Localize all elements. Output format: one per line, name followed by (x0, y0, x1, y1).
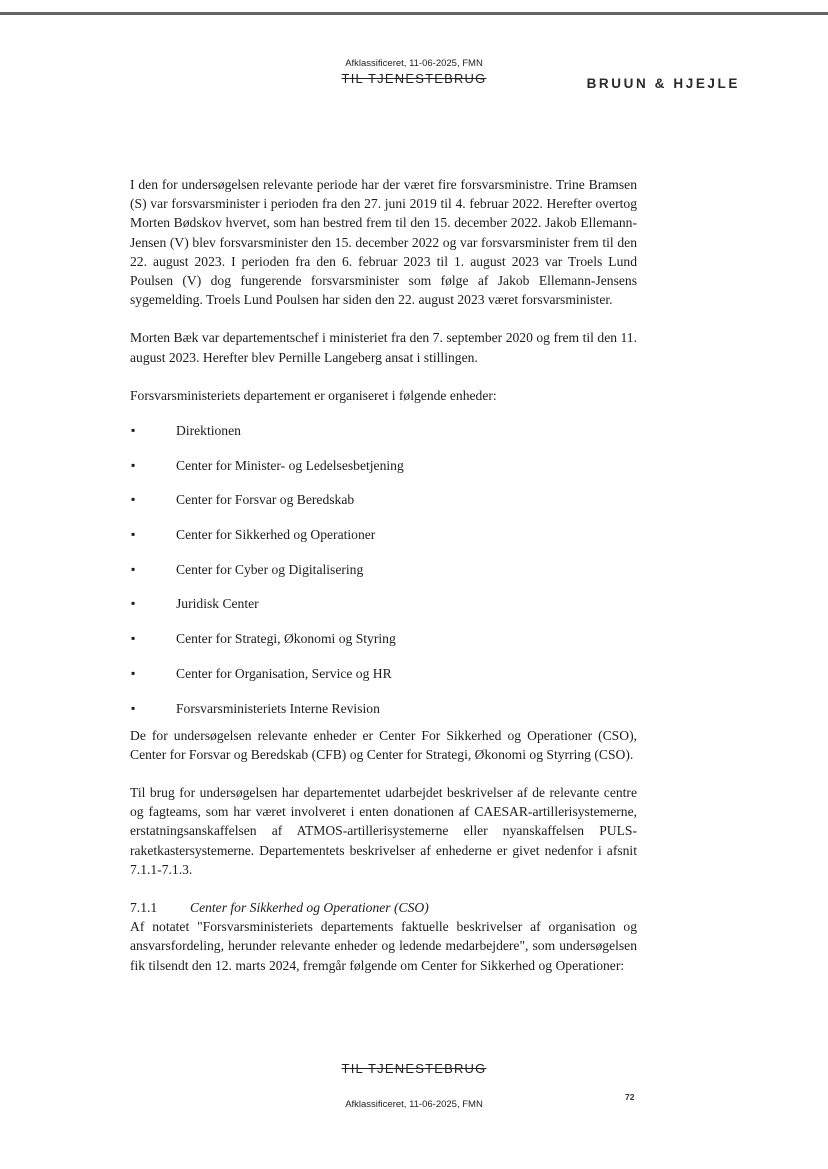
classification-header: TIL TJENESTEBRUG (341, 71, 487, 86)
list-item: ▪ Center for Cyber og Digitalisering (131, 561, 364, 577)
list-item: ▪ Center for Strategi, Økonomi og Styring (131, 631, 396, 647)
declassified-stamp-top: Afklassificeret, 11-06-2025, FMN (345, 58, 483, 69)
bullet-icon: ▪ (131, 492, 136, 507)
list-item: ▪ Juridisk Center (131, 596, 259, 612)
list-item: ▪ Center for Minister- og Ledelsesbetjening (131, 457, 404, 473)
bullet-icon: ▪ (131, 596, 136, 611)
section-heading (130, 898, 637, 917)
firm-logo: BRUUN & HJEJLE (586, 76, 740, 91)
paragraph-department-head: Morten Bæk var departementschef i ministeriet fra den 7. september 2020 og frem til den 11. august 2023. Herefter blev Pernille Langeberg ansat i stillingen. (130, 330, 637, 365)
bullet-icon: ▪ (131, 631, 136, 646)
classification-footer: TIL TJENESTEBRUG (341, 1061, 487, 1076)
section-number: 7.1.1 (130, 899, 158, 915)
list-item: ▪ Forsvarsministeriets Interne Revision (131, 700, 380, 716)
list-item: ▪ Center for Forsvar og Beredskab (131, 492, 355, 508)
paragraph-ministers: I den for undersøgelsen relevante periode har der været fire forsvarsministre. Trine Bramsen (S) var forsvarsminister i perioden fra den 27. juni 2019 til 4. februar 2022. Herefter overtog Morten Bødskov hvervet, som han bestred frem til den 15. december 2022. Jakob Ellemann-Jensen (V) blev forsvarsminister den 15. december 2022 og var forsvarsminister frem til den 22. august 2023. I perioden fra den 6. februar 2023 til 1. august 2023 var Troels Lund Poulsen (V) dog fungerende forsvarsminister som følge af Jakob Ellemann-Jensens sygemelding. Troels Lund Poulsen har siden den 22. august 2023 været forsvarsminister. (130, 177, 637, 308)
paragraph-organisation-intro: Forsvarsministeriets departement er organiseret i følgende enheder: (130, 387, 497, 403)
paragraph-memo-quote: Af notatet "Forsvarsministeriets departements faktuelle beskrivelser af organisation og ansvarsfordeling, herunder relevante enheder og ledende medarbejdere", som undersøgelsen fik tilsendt den 12. marts 2024, fremgår følgende om Center for Sikkerhed og Operationer: (130, 919, 637, 973)
document-body (130, 175, 637, 975)
bullet-icon: ▪ (131, 423, 136, 438)
page-number: 72 (625, 1092, 635, 1102)
bullet-icon: ▪ (131, 527, 136, 542)
scan-edge-line (0, 12, 828, 15)
bullet-icon: ▪ (131, 457, 136, 472)
declassified-stamp-bottom: Afklassificeret, 11-06-2025, FMN (345, 1099, 483, 1110)
bullet-icon: ▪ (131, 665, 136, 680)
bullet-icon: ▪ (131, 700, 136, 715)
unit-list (130, 421, 637, 726)
section-title: Center for Sikkerhed og Operationer (CSO) (190, 899, 429, 915)
list-item: ▪ Center for Sikkerhed og Operationer (131, 527, 376, 543)
paragraph-relevant-units: De for undersøgelsen relevante enheder er Center For Sikkerhed og Operationer (CSO), Center for Forsvar og Beredskab (CFB) og Center for Strategi, Økonomi og Styrring (CSO). (130, 727, 637, 762)
paragraph-descriptions: Til brug for undersøgelsen har departementet udarbejdet beskrivelser af de relevante centre og fagteams, som har været involveret i enten donationen af CAESAR-artillerisystemerne, erstatningsanskaffelsen af ATMOS-artillerisystemerne eller nyanskaffelsen PULS-raketkastersystemerne. Departementets beskrivelser af enhederne er givet nedenfor i afsnit 7.1.1-7.1.3. (130, 784, 637, 877)
bullet-icon: ▪ (131, 561, 136, 576)
list-item: ▪ Center for Organisation, Service og HR (131, 665, 392, 681)
list-item: ▪ Direktionen (131, 423, 241, 439)
